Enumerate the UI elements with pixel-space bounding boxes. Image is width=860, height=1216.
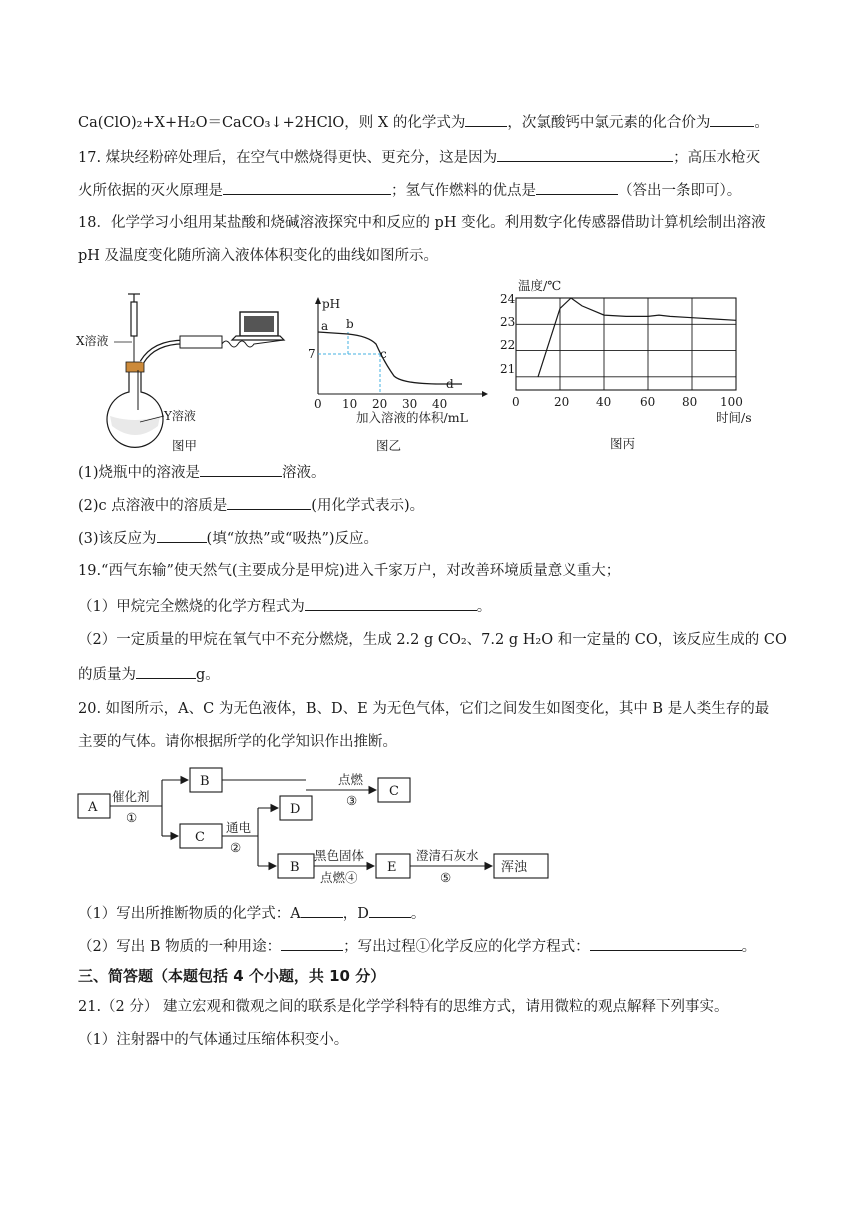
- reaction-flow-diagram: [76, 762, 556, 892]
- box-d-label: D: [290, 802, 301, 817]
- label-black-solid: 黑色固体: [314, 848, 365, 863]
- q19-1-line: [78, 596, 491, 617]
- q19-2-text-c: g。: [196, 667, 220, 683]
- q19-text: 19.“西气东输”使天然气(主要成分是甲烷)进入千家万户，对改善环境质量意义重大；: [78, 563, 621, 579]
- q20-2-text-c: 。: [741, 939, 757, 955]
- x-tick-40: 40: [596, 395, 612, 409]
- q17-text-e: （答出一条即可）。: [618, 183, 742, 199]
- x-tick-30: 30: [402, 397, 418, 411]
- q18-1-text-a: (1)烧瓶中的溶液是: [78, 465, 201, 481]
- q20-1-text-b: ，D: [342, 906, 369, 922]
- answer-blank-q19-1[interactable]: [305, 596, 477, 611]
- period-text: 。: [754, 115, 769, 131]
- q19-2-line1: [78, 630, 787, 650]
- q19-1-text-a: （1）甲烷完全燃烧的化学方程式为: [78, 599, 305, 615]
- point-a-label: a: [321, 319, 329, 333]
- box-a-label: A: [88, 800, 98, 815]
- temperature-curve: [538, 298, 736, 377]
- figure-jia: [74, 292, 304, 457]
- answer-blank-q18-3[interactable]: [157, 528, 207, 543]
- ph7-tick: 7: [308, 347, 316, 361]
- x-tick-20: 20: [554, 395, 570, 409]
- answer-blank-q17-3[interactable]: [536, 180, 618, 195]
- q21-line: [78, 997, 729, 1017]
- x-tick-40: 40: [432, 397, 448, 411]
- q19-line: [78, 561, 620, 581]
- q21-text: 21.（2 分） 建立宏观和微观之间的联系是化学学科特有的思维方式，请用微粒的观点解释下列事实。: [78, 999, 729, 1015]
- q20-2-text-b: ；写出过程①化学反应的化学方程式：: [343, 939, 590, 955]
- label-limewater: 澄清石灰水: [416, 848, 479, 863]
- box-b-bottom-label: B: [290, 860, 300, 875]
- q20-2-line: [78, 936, 756, 957]
- answer-blank-q18-1[interactable]: [200, 462, 282, 477]
- label-step2: ②: [230, 840, 242, 855]
- q16-text: ，次氯酸钙中氯元素的化合价为: [507, 115, 711, 131]
- x-tick-60: 60: [640, 395, 656, 409]
- answer-blank-b-use[interactable]: [281, 936, 343, 951]
- answer-blank-x[interactable]: [465, 112, 507, 127]
- y-tick-24: 24: [500, 292, 516, 306]
- y-tick-21: 21: [500, 362, 516, 376]
- label-ignite-step4: 点燃④: [320, 870, 358, 885]
- point-d-label: d: [446, 377, 454, 391]
- label-x-solution: X溶液: [76, 334, 109, 348]
- q20-text-a: 20. 如图所示，A、C 为无色液体，B、D、E 为无色气体，它们之间发生如图变化，其中 B 是人类生存的最: [78, 701, 770, 717]
- label-catalyst: 催化剂: [112, 789, 150, 804]
- section-3-title: 三、简答题（本题包括 4 个小题，共 10 分）: [78, 967, 386, 985]
- q20-1-line: [78, 903, 425, 924]
- q17-text-c: 火所依据的灭火原理是: [78, 183, 223, 199]
- q16-tail-line: [78, 112, 769, 133]
- answer-blank-valence[interactable]: [710, 112, 754, 127]
- y-axis-label: pH: [322, 297, 341, 311]
- answer-blank-q19-2[interactable]: [136, 664, 196, 679]
- q21-1-text: （1）注射器中的气体通过压缩体积变小。: [78, 1032, 349, 1048]
- box-c-label: C: [195, 830, 205, 845]
- q19-2-text-b: 的质量为: [78, 667, 136, 683]
- figure-yi-ph-chart: [302, 292, 492, 457]
- q18-2-line: [78, 495, 424, 516]
- temp-y-label: 温度/℃: [518, 278, 562, 293]
- equation-text: Ca(ClO)₂+X+H₂O＝CaCO₃↓+2HClO，则 X 的化学式为: [78, 115, 466, 131]
- q18-text-a: 18．化学学习小组用某盐酸和烧碱溶液探究中和反应的 pH 变化。利用数字化传感器借助计算机绘制出溶液: [78, 215, 766, 231]
- label-step1: ①: [126, 810, 138, 825]
- data-logger-icon: [180, 336, 222, 348]
- ph-curve: [318, 332, 462, 384]
- q20-2-text-a: （2）写出 B 物质的一种用途：: [78, 939, 282, 955]
- time-x-label: 时间/s: [716, 410, 752, 425]
- x-tick-20: 20: [372, 397, 388, 411]
- q17-line1: [78, 147, 760, 168]
- box-b-top-label: B: [200, 774, 210, 789]
- q18-line2: [78, 246, 438, 266]
- q17-text-b: ；高压水枪灭: [673, 150, 761, 166]
- q17-text-a: 17. 煤块经粉碎处理后，在空气中燃烧得更快、更充分，这是因为: [78, 150, 498, 166]
- box-c-product-label: C: [389, 784, 399, 799]
- caption-bing: 图丙: [610, 436, 636, 451]
- answer-blank-a[interactable]: [301, 903, 343, 918]
- box-turbid-label: 浑浊: [501, 860, 528, 875]
- y-tick-22: 22: [500, 338, 516, 352]
- flask-icon: [107, 372, 163, 447]
- syringe-icon: [131, 302, 137, 336]
- q19-1-text-b: 。: [476, 599, 492, 615]
- caption-yi: 图乙: [376, 438, 402, 453]
- q18-3-text-a: (3)该反应为: [78, 531, 157, 547]
- x-tick-0: 0: [314, 397, 322, 411]
- q18-2-text-b: (用化学式表示)。: [311, 498, 425, 514]
- answer-blank-d[interactable]: [369, 903, 411, 918]
- point-b-label: b: [346, 317, 354, 331]
- label-step5: ⑤: [440, 870, 452, 885]
- q20-line1: [78, 699, 769, 719]
- x-tick-10: 10: [342, 397, 358, 411]
- q18-line1: [78, 213, 766, 233]
- x-tick-100: 100: [720, 395, 743, 409]
- q17-text-d: ；氢气作燃料的优点是: [391, 183, 536, 199]
- answer-blank-q17-1[interactable]: [497, 147, 673, 162]
- q20-text-b: 主要的气体。请你根据所学的化学知识作出推断。: [78, 734, 397, 750]
- q18-1-text-b: 溶液。: [282, 465, 326, 481]
- label-y-solution: Y溶液: [164, 409, 196, 423]
- label-electrolysis: 通电: [226, 820, 252, 835]
- x-tick-0: 0: [512, 395, 520, 409]
- label-step3: ③: [346, 793, 358, 808]
- q18-3-line: [78, 528, 378, 549]
- figure-bing-temperature-chart: [494, 276, 784, 457]
- q19-2-line2: [78, 664, 220, 685]
- q21-1-line: [78, 1030, 348, 1050]
- label-ignite: 点燃: [338, 772, 364, 787]
- section-3-heading: [78, 966, 385, 986]
- q18-text-b: pH 及温度变化随所滴入液体体积变化的曲线如图所示。: [78, 248, 439, 264]
- caption-jia: 图甲: [172, 438, 198, 453]
- stopper-icon: [126, 362, 144, 372]
- q18-3-text-b: (填“放热”或“吸热”)反应。: [206, 531, 379, 547]
- x-tick-80: 80: [682, 395, 698, 409]
- q20-1-text-a: （1）写出所推断物质的化学式：A: [78, 906, 301, 922]
- q20-1-text-c: 。: [410, 906, 426, 922]
- q19-2-text-a: （2）一定质量的甲烷在氧气中不充分燃烧，生成 2.2 g CO₂、7.2 g H₂O 和一定量的 CO，该反应生成的 CO: [78, 632, 787, 648]
- point-c-label: c: [380, 347, 387, 361]
- q18-2-text-a: (2)c 点溶液中的溶质是: [78, 498, 228, 514]
- box-e-label: E: [387, 860, 397, 875]
- q18-1-line: [78, 462, 326, 483]
- x-axis-label: 加入溶液的体积/mL: [356, 410, 468, 425]
- q20-line2: [78, 732, 397, 752]
- q17-line2: [78, 180, 741, 201]
- answer-blank-q18-2[interactable]: [227, 495, 311, 510]
- y-tick-23: 23: [500, 315, 516, 329]
- answer-blank-equation1[interactable]: [590, 936, 742, 951]
- answer-blank-q17-2[interactable]: [223, 180, 391, 195]
